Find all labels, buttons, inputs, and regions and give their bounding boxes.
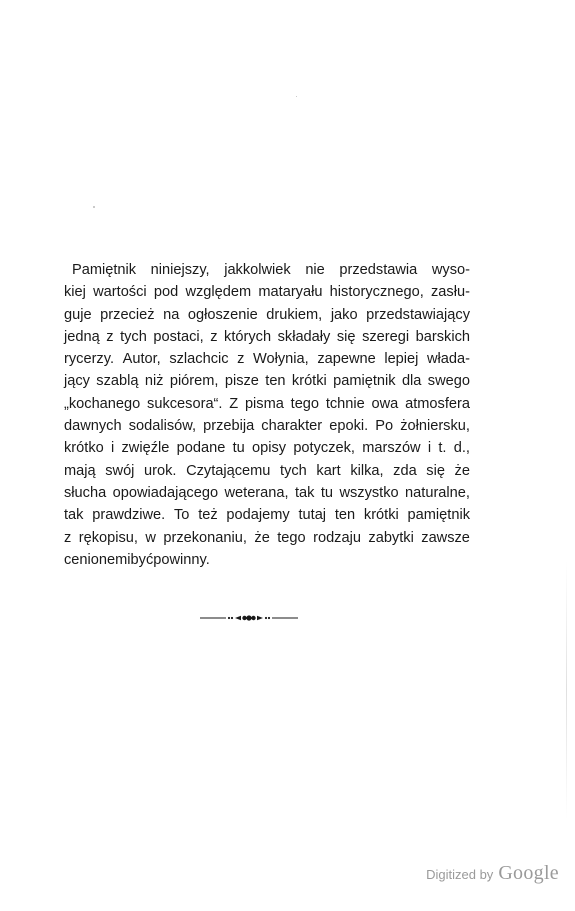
paragraph-line [64, 304, 470, 326]
paragraph-word: zabytki [368, 529, 414, 546]
paragraph-word: zda [393, 462, 417, 479]
paragraph-word: wartości [93, 284, 147, 301]
paragraph-word: urok. [144, 462, 177, 479]
paragraph-word: przedstawia [339, 262, 418, 278]
paragraph-word: przebija [203, 418, 255, 435]
paragraph-word: Z [229, 395, 239, 412]
paragraph-word: szeregi [362, 328, 410, 345]
paragraph-word: podane [176, 440, 226, 457]
paragraph-word: być [130, 551, 154, 568]
paragraph-word: wszystko [339, 484, 399, 501]
paragraph-line [64, 370, 470, 392]
paragraph-word: też [198, 507, 218, 524]
paragraph-word: kilka, [350, 462, 384, 479]
paragraph-word: weterana, [224, 484, 289, 501]
paragraph-line [64, 259, 470, 281]
paragraph-word: kiej [64, 284, 86, 301]
paragraph-word: krótki [291, 373, 327, 390]
paragraph-word: jakkolwiek [224, 262, 291, 278]
paragraph-word: niż [144, 373, 164, 390]
paragraph-word: w [145, 529, 156, 546]
digitized-by-watermark [426, 862, 559, 885]
paragraph-word: pisma [244, 395, 284, 412]
paragraph-word: z [210, 328, 218, 345]
paragraph-word: tych [280, 462, 307, 479]
paragraph-line [64, 437, 470, 459]
paragraph-word: rękopisu, [78, 529, 138, 546]
paragraph-word: swego [427, 373, 470, 390]
paragraph-word: tego [290, 395, 320, 412]
paragraph-word: owa [371, 395, 399, 412]
paragraph-word: guje [64, 306, 92, 323]
paragraph-word: tak [294, 484, 315, 501]
paragraph-word: przekonaniu, [163, 529, 247, 546]
paragraph-word: włada- [427, 351, 470, 368]
paragraph-word: słucha [64, 484, 107, 501]
paragraph-word: i [427, 440, 432, 457]
paragraph-word: tu [232, 440, 245, 457]
divider-ornament-icon [200, 612, 298, 624]
paragraph-word: Czytającemu [186, 462, 271, 479]
paragraph-word: Pamiętnik [72, 262, 137, 278]
paragraph-word: lepiej [384, 351, 419, 368]
paragraph-word: przedstawiający [366, 306, 470, 323]
paragraph-word: zasłu- [431, 284, 470, 301]
paragraph-word: t. [438, 440, 447, 457]
paragraph-word: pamiętnik [407, 507, 470, 524]
paragraph-word: Autor, [122, 351, 161, 368]
paragraph-word: dawnych [64, 418, 122, 435]
paragraph-word: opowiadającego [112, 484, 219, 501]
paragraph-word: tutaj [298, 507, 327, 524]
paragraph-line [64, 415, 470, 437]
paragraph-word: z [106, 328, 114, 345]
paragraph-word: To [174, 507, 190, 524]
paragraph-word: zawsze [421, 529, 470, 546]
paragraph-word: potyczek, [293, 440, 355, 457]
paragraph-word: sodalisów, [128, 418, 197, 435]
paragraph-word: postaci, [153, 328, 204, 345]
paragraph-word: niniejszy, [150, 262, 210, 278]
paragraph-word: „kochanego [64, 395, 141, 412]
paragraph-word: pisze [224, 373, 259, 390]
paragraph-word: krótko [64, 440, 104, 457]
paragraph-word: piórem, [169, 373, 219, 390]
paragraph-word: Po [375, 418, 394, 435]
paragraph-word: że [254, 529, 270, 546]
paragraph-word: rycerzy. [64, 351, 114, 368]
paragraph-word: atmosfera [405, 395, 470, 412]
paragraph-line [64, 326, 470, 348]
paragraph-word: d., [453, 440, 470, 457]
paragraph-word: charakter [261, 418, 323, 435]
paragraph-word: zwięźle [121, 440, 170, 457]
paragraph-word: nie [305, 262, 325, 278]
paragraph-word: epoki. [329, 418, 369, 435]
paragraph-word: wyso- [431, 262, 470, 278]
paragraph-word: naturalne, [405, 484, 470, 501]
paragraph-word: Wołynia, [253, 351, 309, 368]
paragraph-line [64, 482, 470, 504]
paragraph-line [64, 504, 470, 526]
paragraph-word: mają [64, 462, 96, 479]
paragraph-word: tego [277, 529, 306, 546]
paragraph-word: opisy [251, 440, 287, 457]
scan-speck [296, 96, 297, 97]
paragraph-word: się [336, 328, 356, 345]
paragraph-word: szlachcic [169, 351, 229, 368]
paragraph-word: żołniersku, [400, 418, 470, 435]
paragraph-word: na [163, 306, 180, 323]
paragraph-word: z [237, 351, 245, 368]
paragraph-word: i [111, 440, 115, 457]
paragraph-word: przecież [100, 306, 155, 323]
paragraph-line [64, 281, 470, 303]
watermark-prefix: Digitized by [426, 867, 494, 882]
paragraph-word: powinny. [153, 551, 210, 568]
page-edge-shadow [566, 560, 567, 820]
paragraph-word: swój [105, 462, 135, 479]
paragraph-word: z [64, 529, 72, 546]
paragraph-word: prawdziwe. [92, 507, 166, 524]
paragraph-word: których [224, 328, 272, 345]
paragraph-word: podajemy [226, 507, 290, 524]
paragraph-word: składały [277, 328, 331, 345]
paragraph-word: cenionemi [64, 551, 131, 568]
paragraph-word: tu [320, 484, 334, 501]
paragraph-word: dla [401, 373, 422, 390]
paragraph-line [64, 527, 470, 549]
paragraph-word: mataryału [258, 284, 323, 301]
paragraph-word: drukiem, [266, 306, 323, 323]
paragraph-line [64, 549, 470, 571]
paragraph-word: marszów [362, 440, 421, 457]
paragraph-line [64, 460, 470, 482]
paragraph-line [64, 348, 470, 370]
paragraph-line [64, 393, 470, 415]
paragraph-word: sukcesora“. [147, 395, 223, 412]
preface-paragraph [64, 259, 470, 571]
paragraph-word: pamiętnik [333, 373, 396, 390]
paragraph-word: ten [334, 507, 356, 524]
paragraph-word: że [454, 462, 470, 479]
watermark-brand: Google [498, 862, 559, 884]
paragraph-word: względem [185, 284, 252, 301]
scan-speck [93, 206, 95, 208]
paragraph-word: się [426, 462, 445, 479]
paragraph-word: szablą [96, 373, 139, 390]
paragraph-word: jedną [64, 328, 100, 345]
paragraph-word: ogłoszenie [187, 306, 258, 323]
paragraph-word: tych [120, 328, 147, 345]
paragraph-word: zapewne [317, 351, 376, 368]
paragraph-word: ten [265, 373, 286, 390]
paragraph-word: rodzaju [313, 529, 361, 546]
paragraph-word: tak [64, 507, 84, 524]
paragraph-word: kart [316, 462, 341, 479]
paragraph-word: pod [153, 284, 179, 301]
paragraph-word: krótki [363, 507, 399, 524]
paragraph-word: jący [64, 373, 90, 390]
paragraph-word: jako [330, 306, 358, 323]
paragraph-word: tchnie [325, 395, 365, 412]
paragraph-word: historycznego, [329, 284, 424, 301]
paragraph-word: barskich [415, 328, 470, 345]
